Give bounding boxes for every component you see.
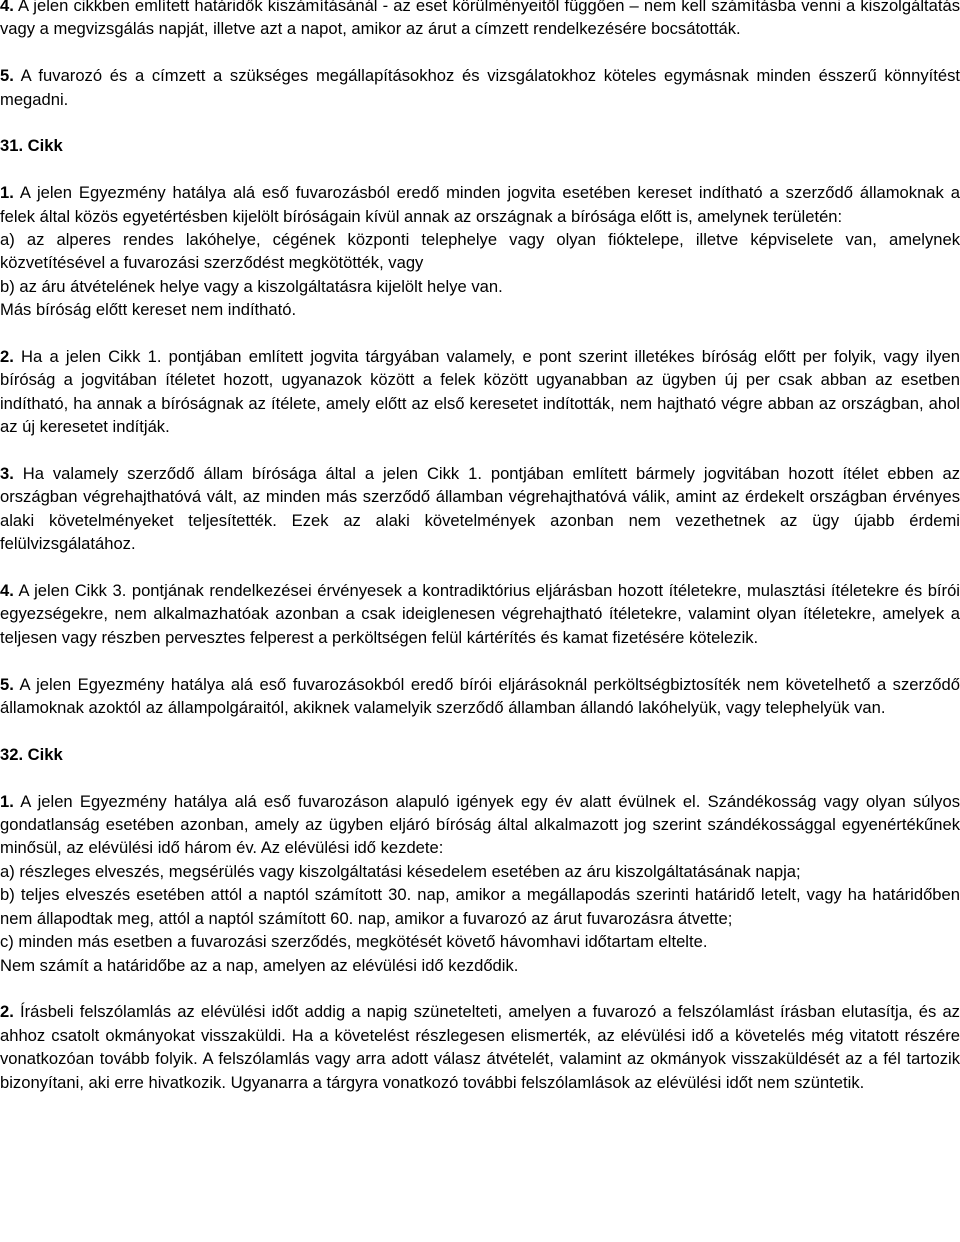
article-32-item-a: a) részleges elveszés, megsérülés vagy kiszolgáltatási késedelem esetében az áru kiszolgáltatásának napja;: [0, 861, 801, 881]
paragraph-number: 4.: [0, 581, 14, 601]
paragraph-text: A jelen Cikk 3. pontjának rendelkezései érvényesek a kontradiktórius eljárásban hozott ítéletekre, mulasztási ítéletekre és bírói egyezségekre, nem alkalmazhatóak azonban a csak ideiglenesen végrehajtható ítéletekre, valamint olyan ítéletekre, amelyek a teljesen vagy részben pervesztes felperest a perköltségen felül kártérítés és kamat fizetésére kötelezik.: [0, 581, 960, 647]
article-32-closing: Nem számít a határidőbe az a nap, amelyen az elévülési idő kezdődik.: [0, 955, 519, 975]
article-31-heading: 31. Cikk: [0, 136, 63, 156]
paragraph-text: Írásbeli felszólamlás az elévülési időt addig a napig szünetelteti, amelyen a fuvarozó a felszólamlást írásban elutasítja, és az ahhoz csatolt okmányokat visszaküldi. Ha a követelést részlegesen elismerték, az elévülési idő a követelés még vitatott részére vonatkozóan tovább folyik. A felszólamlás vagy arra adott válasz átvételét, valamint az okmányok visszaküldését az a fél tartozik bizonyítani, aki erre hivatkozik. Ugyanarra a tárgyra vonatkozó további felszólamlások az elévülési időt nem szüntetik.: [0, 1002, 960, 1092]
paragraph-number: 2.: [0, 1002, 14, 1022]
article-32-paragraph-2: [0, 1000, 960, 1094]
article-31-item-b: b) az áru átvételének helye vagy a kiszolgáltatásra kijelölt helye van.: [0, 276, 503, 296]
paragraph-text: Ha a jelen Cikk 1. pontjában említett jogvita tárgyában valamely, e pont szerint illetékes bíróság előtt per folyik, vagy ilyen bíróság a jogvitában ítéletet hozott, ugyanazok között a felek között ugyanabban az ügyben új per csak abban az esetben indítható, ha annak a bíróságnak az ítélete, amely előtt az első keresetet indították, nem hajtható végre abban az országban, ahol az új keresetet indítják.: [0, 347, 960, 437]
article-32-paragraph-1: [0, 790, 960, 860]
article-31-paragraph-5: [0, 673, 960, 720]
article-31-section-1: [0, 181, 960, 321]
paragraph-number: 4.: [0, 0, 14, 15]
paragraph-text: A jelen Egyezmény hatálya alá eső fuvarozásokból eredő bírói eljárásoknál perköltségbiztosíték nem követelhető a szerződő államoknak azoktól az állampolgáraitól, akiknek valamelyik szerződő államban állandó lakóhelyük, vagy telephelyük van.: [0, 674, 960, 718]
article-32-section-1: [0, 790, 960, 977]
paragraph-text: A jelen cikkben említett határidők kiszámításánál - az eset körülményeitől függően – nem kell számításba venni a kiszolgáltatás vagy a megvizsgálás napját, illetve azt a napot, amikor az árut a címzett rendelkezésére bocsátották.: [0, 0, 960, 39]
paragraph-number: 1.: [0, 791, 14, 811]
article-31-paragraph-2: [0, 345, 960, 439]
paragraph-number: 1.: [0, 183, 14, 203]
article-32-item-b: b) teljes elveszés esetében attól a naptól számított 30. nap, amikor a megállapodás szerinti határidő letelt, vagy ha határidőben nem állapodtak meg, attól a naptól számított 60. nap, amikor a fuvarozó az árut fuvarozásra átvette;: [0, 885, 960, 928]
paragraph-text: A jelen Egyezmény hatálya alá eső fuvarozáson alapuló igények egy év alatt évülnek el. Szándékosság vagy olyan súlyos gondatlanság esetében azonban, amely az ügyben eljáró bíróság által alkalmazott jog szerint szándékossággal egyenértékűnek minősül, az elévülési idő három év. Az elévülési idő kezdete:: [0, 791, 960, 858]
paragraph-text: A fuvarozó és a címzett a szükséges megállapításokhoz és vizsgálatokhoz köteles egymásnak minden ésszerű könnyítést megadni.: [0, 66, 960, 109]
paragraph-5-top: [0, 64, 960, 111]
paragraph-text: Ha valamely szerződő állam bírósága által a jelen Cikk 1. pontjában említett bármely jogvitában hozott ítélet ebben az országban végrehajthatóvá vált, az minden más szerződő államban végrehajthatóvá válik, amint az érdekelt országban érvényes alaki követelményeket teljesítették. Ezek az alaki követelmények azonban nem vezethetnek az ügy újabb érdemi felülvizsgálatához.: [0, 464, 960, 554]
paragraph-number: 5.: [0, 66, 14, 86]
article-31-paragraph-3: [0, 462, 960, 556]
article-31-closing: Más bíróság előtt kereset nem indítható.: [0, 300, 297, 320]
article-32-heading: 32. Cikk: [0, 744, 63, 764]
paragraph-number: 5.: [0, 674, 14, 694]
article-31-paragraph-4: [0, 579, 960, 649]
article-32-item-c: c) minden más esetben a fuvarozási szerződés, megkötését követő hávomhavi időtartam eltelte.: [0, 932, 708, 952]
paragraph-number: 2.: [0, 347, 14, 367]
paragraph-4-top: [0, 0, 960, 41]
article-31-item-a: a) az alperes rendes lakóhelye, cégének központi telephelye vagy olyan fióktelepe, illetve képviselete van, amelynek közvetítésével a fuvarozási szerződést megkötötték, vagy: [0, 230, 960, 273]
paragraph-number: 3.: [0, 464, 14, 484]
paragraph-text: A jelen Egyezmény hatálya alá eső fuvarozásból eredő minden jogvita esetében kereset indítható a szerződő államoknak a felek által közös egyetértésben kijelölt bíróságain kívül annak az országnak a bírósága előtt is, amelynek területén:: [0, 183, 960, 226]
article-31-paragraph-1: [0, 181, 960, 228]
